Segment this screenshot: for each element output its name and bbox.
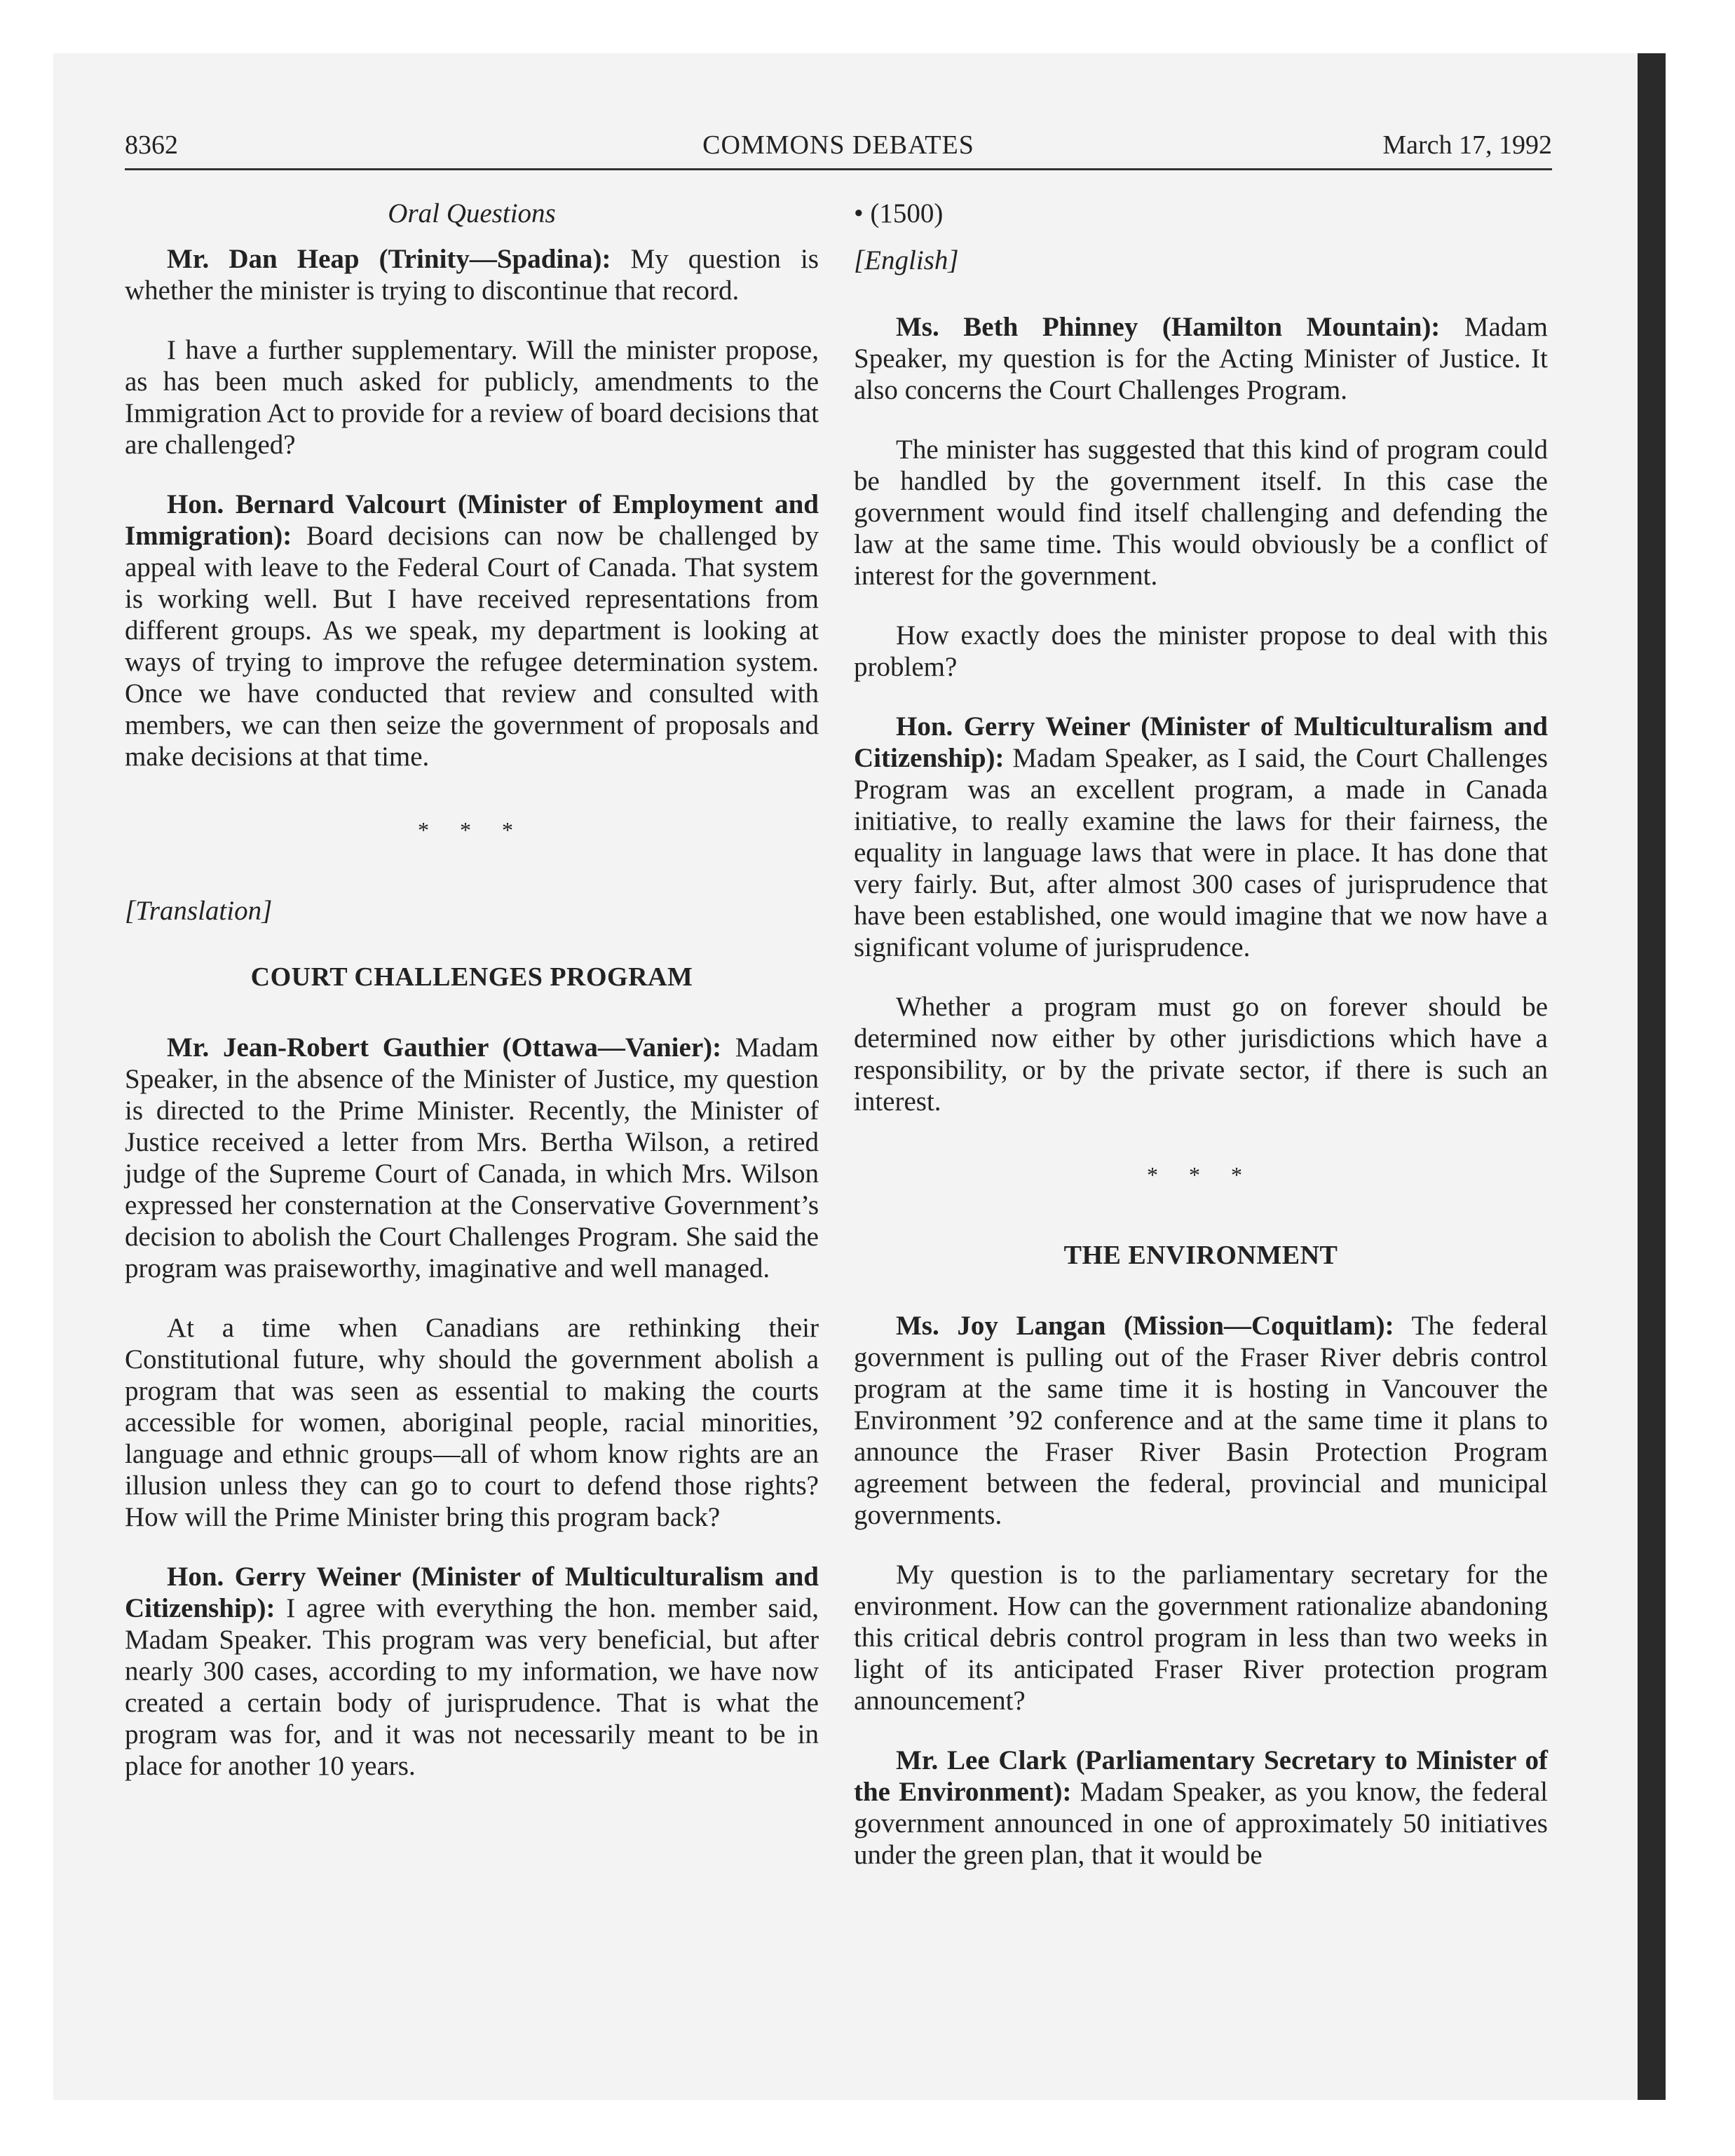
paragraph-text: Madam Speaker, in the absence of the Minister of Justice, my question is directed to the Prime Minister. Recently, the Minister of Justice received a letter from Mrs. Bertha Wilson, a retired judge of the Supreme Court of Canada, in which Mrs. Wilson expressed her consternation at the Conservative Government’s decision to abolish the Court Challenges Program. She said the program was praiseworthy, imaginative and well managed. <box>125 1032 819 1283</box>
paragraph-text: My question is whether the minister is trying to discontinue that record. <box>125 244 819 306</box>
right-column <box>854 198 1548 1899</box>
paragraph <box>125 1032 819 1284</box>
paragraph <box>125 243 819 306</box>
paragraph <box>854 1745 1548 1871</box>
page-edge-shadow <box>1638 53 1666 2100</box>
paragraph-text: I have a further supplementary. Will the minister propose, as has been much asked for publicly, amendments to the Immigration Act to provide for a review of board decisions that are challenged? <box>125 335 819 460</box>
paragraph <box>854 1559 1548 1717</box>
paragraph-text: The minister has suggested that this kind of program could be handled by the government itself. In this case the government would find itself challenging and defending the law at the same time. This would obviously be a conflict of interest for the government. <box>854 435 1548 591</box>
paragraph-text: My question is to the parliamentary secretary for the environment. How can the government rationalize abandoning this critical debris control program in less than two weeks in light of its anticipated Fraser River protection program announcement? <box>854 1560 1548 1716</box>
paragraph <box>854 311 1548 406</box>
page-number: 8362 <box>125 130 178 160</box>
section-label: Oral Questions <box>388 198 556 228</box>
paragraph <box>125 334 819 460</box>
speaker-name: Mr. Dan Heap (Trinity—Spadina): <box>167 244 611 274</box>
section-separator: * * * <box>1147 1162 1255 1187</box>
paragraph-text: I agree with everything the hon. member said, Madam Speaker. This program was very beneficial, but after nearly 300 cases, according to my information, we have now created a certain body of jurisprudence. That is what the program was for, and it was not necessarily meant to be in place for another 10 years. <box>125 1593 819 1781</box>
paragraph-text: Board decisions can now be challenged by appeal with leave to the Federal Court of Canada. That system is working well. But I have received representations from different groups. As we speak, my department is looking at ways of trying to improve the refugee determination system. Once we have conducted that review and consulted with members, we can then seize the government of proposals and make decisions at that time. <box>125 521 819 772</box>
paragraph <box>125 1312 819 1533</box>
speaker-name: Hon. Gerry Weiner (Minister of Multiculturalism and Citizenship): <box>125 1562 819 1623</box>
section-separator: * * * <box>418 817 526 842</box>
paragraph-text: At a time when Canadians are rethinking their Constitutional future, why should the government abolish a program that was seen as essential to making the courts accessible for women, aboriginal people, racial minorities, language and ethnic groups—all of whom know rights are an illusion unless they can go to court to defend those rights? How will the Prime Minister bring this program back? <box>125 1313 819 1532</box>
language-note: [English] <box>854 245 959 275</box>
speaker-name: Mr. Lee Clark (Parliamentary Secretary to Minister of the Environment): <box>854 1745 1548 1807</box>
speaker-name: Hon. Bernard Valcourt (Minister of Employment and Immigration): <box>125 489 819 551</box>
left-column <box>125 198 819 1810</box>
paragraph-text: Madam Speaker, as I said, the Court Challenges Program was an excellent program, a made in Canada initiative, to really examine the laws for their fairness, the equality in language laws that were in place. It has done that very fairly. But, after almost 300 cases of jurisprudence that have been established, one would imagine that we now have a significant volume of jurisprudence. <box>854 743 1548 962</box>
paragraph <box>125 489 819 772</box>
paragraph <box>854 434 1548 592</box>
paragraph-text: Madam Speaker, my question is for the Acting Minister of Justice. It also concerns the Court Challenges Program. <box>854 312 1548 405</box>
speaker-name: Hon. Gerry Weiner (Minister of Multiculturalism and Citizenship): <box>854 711 1548 773</box>
speaker-name: Mr. Jean-Robert Gauthier (Ottawa—Vanier): <box>167 1032 722 1063</box>
running-head <box>125 125 1552 165</box>
paragraph <box>854 991 1548 1117</box>
paragraph-text: Whether a program must go on forever should be determined now either by other jurisdictions which have a responsibility, or by the private sector, if there is such an interest. <box>854 992 1548 1117</box>
paragraph-text: How exactly does the minister propose to deal with this problem? <box>854 620 1548 682</box>
paragraph <box>854 620 1548 683</box>
paragraph <box>125 1561 819 1782</box>
speaker-name: Ms. Beth Phinney (Hamilton Mountain): <box>896 312 1441 342</box>
paragraph <box>854 1310 1548 1531</box>
speaker-name: Ms. Joy Langan (Mission—Coquitlam): <box>896 1311 1394 1341</box>
section-heading: THE ENVIRONMENT <box>1063 1241 1338 1270</box>
paragraph <box>854 711 1548 963</box>
paragraph-text: Madam Speaker, as you know, the federal government announced in one of approximately 50 initiatives under the green plan, that it would be <box>854 1777 1548 1870</box>
section-heading: COURT CHALLENGES PROGRAM <box>250 962 693 992</box>
publication-date: March 17, 1992 <box>1382 130 1552 160</box>
header-rule <box>125 168 1552 170</box>
paragraph-text: The federal government is pulling out of the Fraser River debris control program at the same time it is hosting in Vancouver the Environment ’92 conference and at the same time it plans to announce the Fraser River Basin Protection Program agreement between the federal, provincial and municipal governments. <box>854 1311 1548 1530</box>
time-stamp: • (1500) <box>854 198 944 228</box>
journal-title: COMMONS DEBATES <box>702 130 974 160</box>
language-note: [Translation] <box>125 896 273 926</box>
